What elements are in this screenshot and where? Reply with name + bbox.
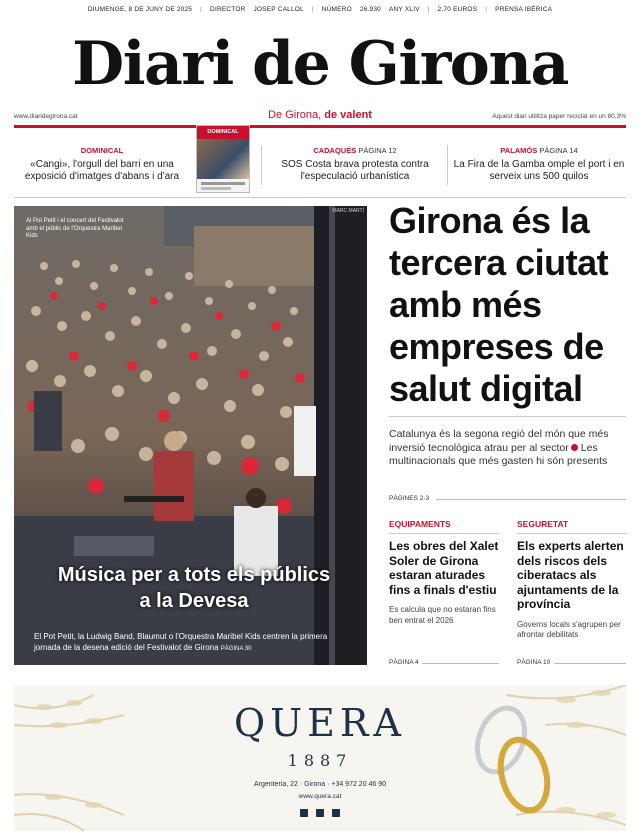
photo-headline: Música per a tots els públics a la Devesa: [57, 564, 331, 612]
page-ref-rule: [554, 663, 626, 664]
motto-plain: De Girona,: [268, 109, 325, 121]
photo-caption: El Pot Petit, la Ludwig Band, Blaumut o l'Orquestra Maribel Kids centren la primera jornada de la desena edició del Festivalot de Girona PÀGINA 30: [34, 632, 328, 652]
teaser-dominical[interactable]: [14, 145, 190, 191]
issue-date: DIUMENGE, 8 DE JUNY DE 2025: [87, 6, 193, 13]
thumbnail-image: [197, 139, 249, 179]
teasers-bottom-rule: [14, 197, 626, 198]
brief-title: Els experts alerten dels riscos dels ciberatacs als ajuntaments de la província: [517, 539, 624, 611]
ad-website[interactable]: www.quera.cat: [298, 793, 342, 800]
masthead-subline: [14, 109, 626, 123]
teaser-text: «Cangi», l'orgull del barri en una exposició d'imatges d'abans i d'ara: [24, 159, 180, 182]
photo-inline-caption: Al Pot Petit i el concert del Festivalot amb el públic de l'Orquestra Maribel Kids: [26, 218, 124, 239]
website-link[interactable]: www.diaridegirona.cat: [14, 113, 78, 120]
brief-page-ref: PÀGINA 4: [389, 659, 419, 666]
thumbnail-title: DOMINICAL: [197, 126, 249, 139]
instagram-icon[interactable]: [316, 809, 324, 817]
ad-address: Argenteria, 22 · Girona · +34 972 20 46 90: [253, 781, 387, 788]
issue-price: 2,70 EUROS: [437, 6, 478, 13]
media-group: PRENSA IBÉRICA: [495, 6, 553, 13]
page-ref-rule: [422, 663, 499, 664]
director-label: DIRECTOR: [210, 6, 246, 13]
lead-photo[interactable]: [14, 206, 367, 665]
main-lead: [389, 428, 627, 469]
masthead-red-rule: [14, 125, 626, 128]
recycled-paper-note: Aquest diari utilitza paper reciclat en un 80,3%: [492, 113, 626, 120]
issue-number: 26.930: [359, 6, 381, 13]
teaser-divider: [261, 145, 262, 185]
dominical-magazine-thumbnail[interactable]: [196, 125, 250, 193]
whatsapp-icon[interactable]: [332, 809, 340, 817]
brief-equipaments[interactable]: [389, 519, 499, 626]
newspaper-masthead: Diari de Girona: [72, 29, 568, 99]
director-name: JOSEP CALLOL: [253, 6, 304, 13]
teaser-palamos[interactable]: [452, 145, 626, 191]
teaser-cadaques[interactable]: [268, 145, 442, 191]
bullet-dot-icon: [571, 444, 578, 451]
teaser-text: SOS Costa brava protesta contra l'especulació urbanística: [281, 159, 429, 182]
motto-bold: de valent: [324, 109, 372, 121]
facebook-icon[interactable]: [300, 809, 308, 817]
masthead-info-line: DIUMENGE, 8 DE JUNY DE 2025 | DIRECTOR JOSEP CALLOL | NÚMERO 26.930 ANY XLIV | 2,70 EUROS | PRENSA IBÉRICA: [87, 6, 553, 13]
brief-seguretat[interactable]: [517, 519, 627, 641]
advertisement-quera[interactable]: [14, 685, 626, 831]
photo-caption-page: PÀGINA 30: [220, 646, 252, 652]
headline-rule: [389, 416, 626, 417]
photo-credit: MARC MARTÍ: [332, 208, 364, 214]
teaser-kicker: DOMINICAL: [80, 146, 124, 155]
brief-page-ref: PÀGINA 10: [517, 659, 551, 666]
brief-kicker: SEGURETAT: [517, 519, 569, 529]
page-ref-rule: [436, 499, 626, 500]
teaser-divider: [447, 145, 448, 185]
ad-brand-name: QUERA: [234, 701, 406, 745]
teaser-kicker: CADAQUÉS PÀGINA 12: [313, 146, 397, 155]
ad-brand-year: 1887: [287, 751, 353, 770]
lead-part-b: Les multinacionals que més gasten hi són presents: [389, 441, 608, 467]
main-pages-ref: PÀGINES 2-3: [389, 495, 430, 502]
teaser-kicker: PALAMÓS PÀGINA 14: [500, 146, 578, 155]
brief-kicker: EQUIPAMENTS: [389, 519, 451, 529]
lead-part-a: Catalunya és la segona regió del món que més inversió tecnològica atrau per al sector: [389, 428, 609, 454]
main-headline[interactable]: Girona és la tercera ciutat amb més empreses de salut digital: [389, 200, 609, 409]
brief-summary: Es calcula que no estaran fins ben entrat el 2026: [389, 605, 496, 625]
brief-title: Les obres del Xalet Soler de Girona estaran aturades fins a finals d'estiu: [389, 539, 499, 597]
brief-summary: Governs locals s'agrupen per afrontar debilitats: [517, 619, 621, 639]
issue-number-label: NÚMERO: [321, 6, 352, 13]
teaser-text: La Fira de la Gamba omple el port i en serveix uns 500 quilos: [453, 159, 625, 182]
year-label: ANY XLIV: [388, 6, 420, 13]
ad-social-icons: [14, 804, 626, 822]
